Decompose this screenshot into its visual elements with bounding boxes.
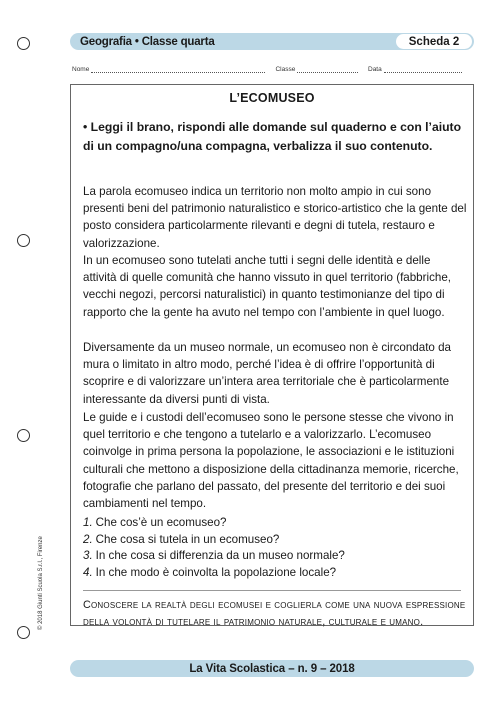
data-label: Data — [368, 66, 382, 73]
classe-label: Classe — [275, 66, 296, 73]
question-item — [83, 515, 463, 532]
instruction-text: • Leggi il brano, rispondi alle domande sul quaderno e con l’aiuto di un compagno/una compagna, verbalizza il suo contenuto. — [83, 120, 462, 153]
nome-field[interactable] — [91, 67, 265, 73]
question-number: 2. — [83, 532, 93, 546]
conclusion-text: Conoscere la realtà degli ecomusei e coglierla come una nuova espressione della volontà di tutelare il patrimonio naturale, culturale e umano. — [83, 599, 466, 628]
binder-hole-icon — [17, 429, 30, 442]
worksheet-title: L’ECOMUSEO — [229, 91, 315, 105]
header-bar — [70, 33, 474, 50]
binder-hole-icon — [17, 234, 30, 247]
reading-paragraph: La parola ecomuseo indica un territorio non molto ampio in cui sono presenti beni del patrimonio naturalistico e storico-artistico che la gente del posto considera particolarmente rilevanti e degni di tutela, restauro e valorizzazione. — [83, 185, 467, 250]
question-text: Che cos’è un ecomuseo? — [95, 516, 227, 529]
question-number: 3. — [83, 549, 93, 563]
publication-footer: La Vita Scolastica – n. 9 – 2018 — [189, 662, 355, 675]
question-item — [83, 548, 463, 565]
binder-hole-icon — [17, 37, 30, 50]
subject-title: Geografia • Classe quarta — [80, 35, 215, 48]
nome-label: Nome — [72, 66, 90, 73]
question-number: 4. — [83, 565, 93, 579]
divider — [83, 590, 461, 591]
reading-paragraph: In un ecomuseo sono tutelati anche tutti i segni delle identità e delle attività di quelle comunità che hanno vissuto in quel territorio (fabbriche, vecchi negozi, percorsi naturalistici) in quanto testimonianze del tipo di rapporto che la gente ha avuto nel tempo con l’ambiente in quel luogo. — [83, 254, 451, 319]
scheda-label: Scheda 2 — [396, 34, 472, 49]
question-item — [83, 532, 463, 549]
reading-paragraph: Diversamente da un museo normale, un ecomuseo non è circondato da mura o limitato in altro modo, perché l’idea è di offrire l’opportunità di scoprire e di valorizzare un’intera area territoriale che è particolarmente interessante da diversi punti di vista. — [83, 341, 451, 406]
student-info-line — [72, 66, 472, 73]
question-number: 1. — [83, 516, 93, 529]
footer-bar — [70, 660, 474, 677]
question-text: In che modo è coinvolta la popolazione locale? — [95, 565, 337, 579]
question-list — [83, 515, 463, 581]
question-text: Che cosa si tutela in un ecomuseo? — [95, 532, 280, 546]
worksheet-card — [70, 84, 474, 626]
copyright-notice: © 2018 Giunti Scuola S.r.l., Firenze — [38, 536, 44, 630]
data-field[interactable] — [384, 67, 462, 73]
reading-paragraph: Le guide e i custodi dell’ecomuseo sono le persone stesse che vivono in quel territorio e che tengono a tutelarlo e a valorizzarlo. L’ecomuseo coinvolge in prima persona la popolazione, le associazioni e le istituzioni culturali che mettono a disposizione della cittadinanza memorie, ricerche, fotografie che parlano del passato, del presente del territorio e dei suoi cambiamenti nel tempo. — [83, 411, 459, 511]
classe-field[interactable] — [297, 67, 358, 73]
question-text: In che cosa si differenzia da un museo normale? — [95, 549, 345, 563]
question-item — [83, 565, 463, 582]
binder-hole-icon — [17, 626, 30, 639]
